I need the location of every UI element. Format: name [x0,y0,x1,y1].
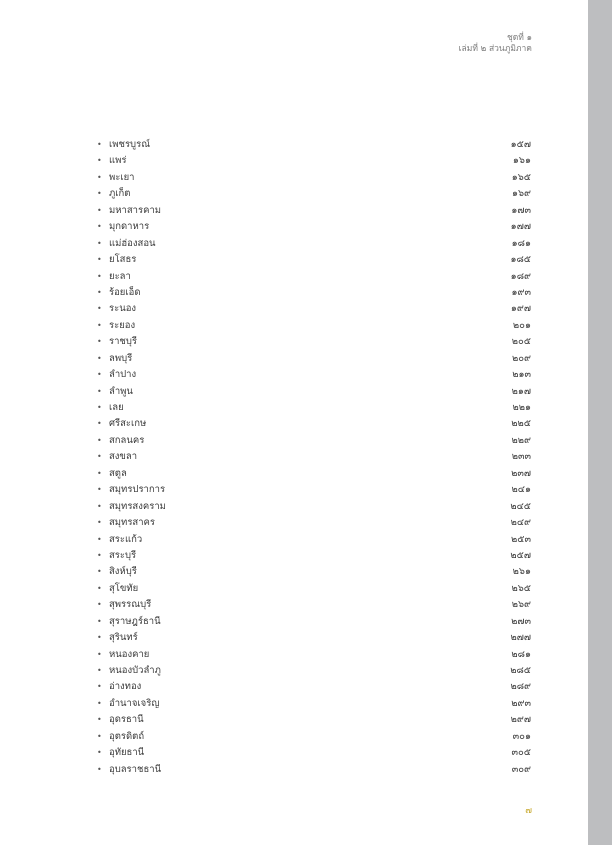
toc-entry [97,679,533,695]
toc-entry-label: ลำพูน [109,385,133,397]
toc-entry-page: ๒๙๗ [510,714,531,726]
toc-entry-label: สตูล [109,467,127,479]
toc-entry [97,367,533,383]
header-volume-title: เล่มที่ ๒ ส่วนภูมิภาค [458,44,532,54]
toc-entry-page: ๒๐๙ [511,352,531,364]
bullet-icon: • [97,764,102,774]
bullet-icon: • [97,304,102,314]
toc-entry-label: อุบลราชธานี [109,763,162,775]
toc-entry [97,597,533,613]
toc-entry-label: สมุทรสาคร [109,517,156,529]
toc-entry-page: ๒๒๕ [511,418,531,430]
toc-entry-page: ๒๙๓ [511,697,531,709]
toc-entry-page: ๑๙๓ [511,286,531,298]
toc-entry [97,482,533,498]
toc-entry-label: สมุทรสงคราม [109,500,166,512]
toc-entry-label: สระบุรี [109,549,137,561]
toc-entry-page: ๒๕๗ [510,549,531,561]
toc-entry-label: ภูเก็ต [109,188,131,200]
toc-entry [97,647,533,663]
toc-entry-label: สระแก้ว [109,533,143,545]
toc-entry-page: ๒๕๓ [511,533,531,545]
page-number: ๗ [525,806,532,816]
bullet-icon: • [97,255,102,265]
running-header [459,33,532,55]
toc-entry-page: ๒๐๕ [511,336,531,348]
toc-entry-page: ๒๓๗ [511,467,531,479]
bullet-icon: • [97,419,102,429]
toc-entry [97,630,533,646]
toc-entry [97,137,533,153]
toc-entry [97,449,533,465]
toc-entry [97,400,533,416]
toc-entry [97,712,533,728]
toc-entry [97,318,533,334]
toc-entry [97,433,533,449]
bullet-icon: • [97,271,102,281]
toc-entry-page: ๑๘๙ [510,270,531,282]
toc-entry-label: ยโสธร [109,254,137,266]
bullet-icon: • [97,238,102,248]
toc-entry-page: ๑๙๗ [510,303,531,315]
toc-entry [97,285,533,301]
bullet-icon: • [97,172,102,182]
toc-entry-page: ๑๖๕ [511,171,531,183]
toc-entry [97,663,533,679]
toc-entry-label: สุรินทร์ [109,632,138,644]
toc-entry-page: ๓๐๙ [511,763,531,775]
toc-entry-page: ๒๒๑ [512,402,531,413]
toc-entry [97,236,533,252]
bullet-icon: • [97,731,102,741]
toc-entry-page: ๒๔๕ [510,500,531,512]
toc-entry-label: ยะลา [109,270,131,282]
toc-entry-label: เลย [109,402,124,413]
toc-entry-page: ๒๖๙ [511,599,531,611]
toc-entry [97,532,533,548]
toc-entry [97,416,533,432]
toc-entry-label: แพร่ [109,155,127,167]
toc-entry-page: ๒๔๑ [511,484,531,496]
toc-entry-label: สุโขทัย [109,582,139,594]
toc-entry-label: ราชบุรี [109,336,138,348]
toc-entry-label: ระยอง [109,319,136,331]
toc-entry-label: แม่ฮ่องสอน [109,237,156,249]
bullet-icon: • [97,386,102,396]
bullet-icon: • [97,222,102,232]
toc-entry-label: สกลนคร [109,434,145,446]
toc-entry-page: ๒๑๗ [511,385,531,397]
toc-entry-page: ๓๐๑ [512,730,531,742]
bullet-icon: • [97,287,102,297]
toc-entry-page: ๑๗๗ [510,221,531,233]
toc-entry-page: ๒๘๕ [510,665,531,676]
toc-entry-label: ลำปาง [109,369,137,381]
toc-entry [97,334,533,350]
toc-entry [97,499,533,515]
bullet-icon: • [97,353,102,363]
toc-entry-label: เพชรบูรณ์ [109,139,151,150]
toc-entry-label: สุพรรณบุรี [109,599,152,611]
toc-entry-page: ๒๗๗ [510,632,531,644]
toc-entry-label: ระนอง [109,303,137,315]
toc-entry-page: ๒๔๙ [510,517,531,529]
toc-entry-page: ๑๕๗ [510,139,531,150]
bullet-icon: • [97,682,102,692]
bullet-icon: • [97,550,102,560]
toc-entry-label: หนองคาย [109,648,150,660]
bullet-icon: • [97,189,102,199]
toc-entry [97,548,533,564]
toc-entry [97,745,533,761]
toc-entry [97,515,533,531]
toc-entry-label: สิงห์บุรี [109,566,137,578]
toc-entry-label: อำนาจเจริญ [109,697,160,709]
bullet-icon: • [97,698,102,708]
toc-entry-page: ๑๘๕ [510,254,531,266]
toc-entry-label: ศรีสะเกษ [109,418,147,430]
toc-entry-page: ๒๘๑ [511,648,531,660]
bullet-icon: • [97,666,102,675]
toc-entry-page: ๒๑๓ [512,369,531,381]
toc-entry-page: ๒๖๕ [511,582,531,594]
toc-entry-page: ๒๗๓ [511,615,531,627]
toc-entry-label: อุทัยธานี [109,747,145,759]
bullet-icon: • [97,583,102,593]
toc-entry-page: ๒๘๙ [510,681,531,693]
bullet-icon: • [97,156,102,166]
toc-entry-label: ลพบุรี [109,352,133,364]
toc-entry-label: มหาสารคาม [109,204,162,216]
toc-entry-page: ๒๖๑ [512,566,531,578]
toc-entry-label: อ่างทอง [109,681,142,693]
bullet-icon: • [97,633,102,643]
bullet-icon: • [97,403,102,412]
toc-entry [97,170,533,186]
toc-entry [97,564,533,580]
toc-entry-label: อุดรธานี [109,714,144,726]
bullet-icon: • [97,452,102,462]
toc-entry [97,696,533,712]
bullet-icon: • [97,518,102,528]
toc-entry-label: สมุทรปราการ [109,484,166,496]
bullet-icon: • [97,370,102,380]
bullet-icon: • [97,320,102,330]
toc-entry [97,186,533,202]
toc-entry-page: ๑๗๓ [511,204,531,216]
toc-entry-page: ๓๐๕ [511,747,531,759]
table-of-contents [97,137,533,778]
toc-entry-label: สงขลา [109,451,138,463]
bullet-icon: • [97,715,102,725]
toc-entry-label: หนองบัวลำภู [109,665,161,676]
toc-entry-page: ๒๓๓ [511,451,531,463]
toc-entry [97,762,533,778]
toc-entry-label: อุตรดิตถ์ [109,730,145,742]
toc-entry [97,203,533,219]
toc-entry [97,351,533,367]
bullet-icon: • [97,600,102,610]
toc-entry-label: สุราษฎร์ธานี [109,615,161,627]
toc-entry [97,729,533,745]
toc-entry [97,614,533,630]
toc-entry-page: ๑๘๑ [511,237,531,249]
bullet-icon: • [97,534,102,544]
bullet-icon: • [97,435,102,445]
toc-entry [97,301,533,317]
toc-entry-page: ๑๖๙ [511,188,531,200]
toc-entry [97,581,533,597]
bullet-icon: • [97,649,102,659]
bullet-icon: • [97,501,102,511]
toc-entry-page: ๒๐๑ [512,319,531,331]
toc-entry-page: ๒๒๙ [511,434,531,446]
bullet-icon: • [97,485,102,495]
bullet-icon: • [97,748,102,758]
bullet-icon: • [97,468,102,478]
toc-entry-page: ๑๖๑ [512,155,531,167]
toc-entry [97,384,533,400]
page-edge-bar [588,0,612,845]
toc-entry-label: ร้อยเอ็ด [109,286,141,298]
toc-entry-label: มุกดาหาร [109,221,150,233]
toc-entry-label: พะเยา [109,171,135,183]
toc-entry [97,466,533,482]
bullet-icon: • [97,567,102,577]
toc-entry [97,219,533,235]
toc-entry [97,252,533,268]
toc-entry [97,269,533,285]
toc-entry [97,153,533,169]
header-volume-set: ชุดที่ ๑ [507,33,532,43]
bullet-icon: • [97,337,102,347]
bullet-icon: • [97,205,102,215]
bullet-icon: • [97,616,102,626]
bullet-icon: • [97,140,102,149]
